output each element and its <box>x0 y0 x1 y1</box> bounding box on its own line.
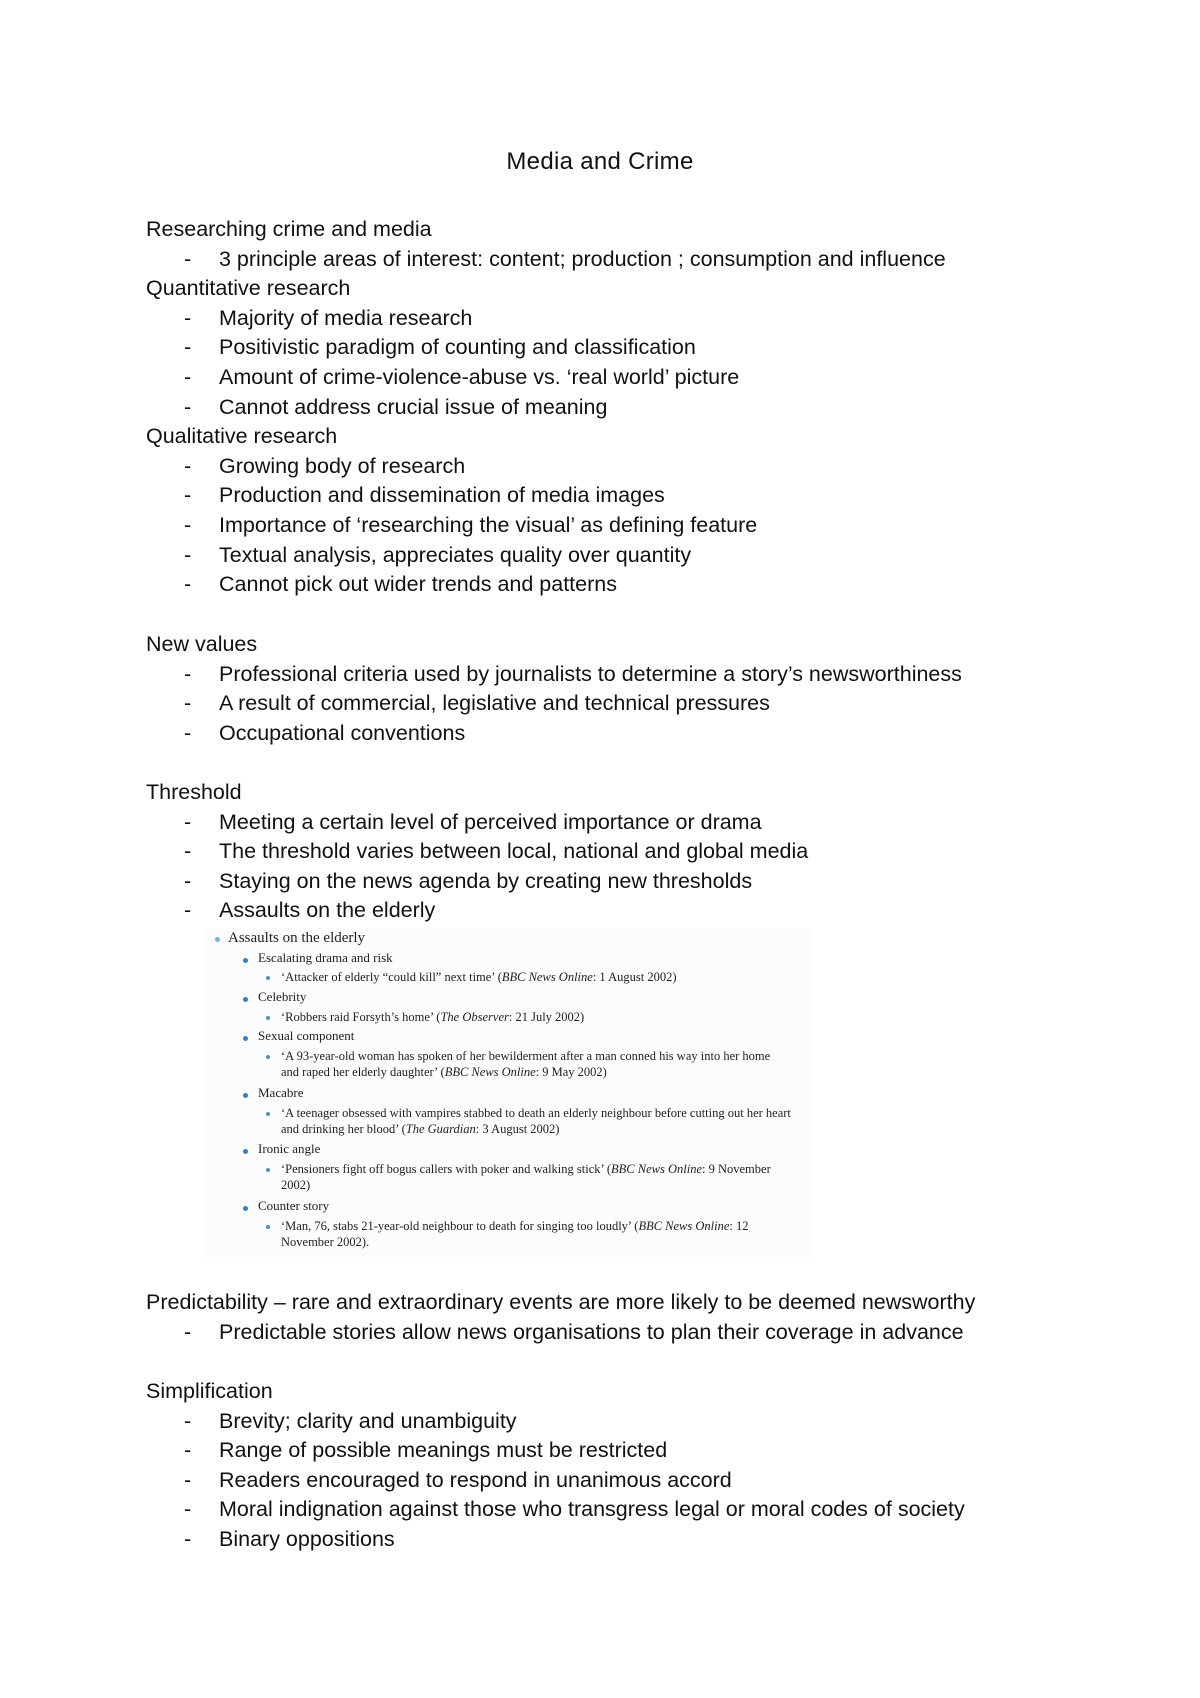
list-item: - Readers encouraged to respond in unanimous accord <box>184 1467 732 1492</box>
figure-category: Sexual component <box>258 1028 355 1043</box>
figure-category: Celebrity <box>258 989 307 1004</box>
list-item: - Positivistic paradigm of counting and classification <box>184 335 696 360</box>
list-item: - Importance of ‘researching the visual’ as defining feature <box>184 512 758 537</box>
list-item: - Amount of crime-violence-abuse vs. ‘real world’ picture <box>184 364 740 389</box>
section-heading: Predictability – rare and extraordinary events are more likely to be deemed newsworthy <box>146 1290 976 1314</box>
bullet-dot-icon <box>266 1168 270 1172</box>
list-item: - Meeting a certain level of perceived importance or drama <box>184 809 762 834</box>
page-title: Media and Crime <box>506 148 694 175</box>
figure-example: ‘A 93-year-old woman has spoken of her bewilderment after a man conned his way into her home and raped her elderly daughter’ (BBC News Online: 9 May 2002) <box>281 1049 771 1079</box>
figure-example: ‘Attacker of elderly “could kill” next time’ (BBC News Online: 1 August 2002) <box>281 970 677 984</box>
figure-category: Ironic angle <box>258 1141 321 1156</box>
list-item: - Binary oppositions <box>184 1526 395 1551</box>
section-threshold <box>146 778 1106 926</box>
figure-example: ‘A teenager obsessed with vampires stabbed to death an elderly neighbour before cutting out her heart and drinking her blood’ (The Guardian: 3 August 2002) <box>281 1106 791 1136</box>
section-heading: New values <box>146 632 258 656</box>
list-item: - Range of possible meanings must be restricted <box>184 1438 668 1463</box>
list-item: - Moral indignation against those who transgress legal or moral codes of society <box>184 1497 965 1522</box>
figure-title: Assaults on the elderly <box>228 930 366 946</box>
section-heading: Simplification <box>146 1379 273 1403</box>
embedded-slide-image <box>203 928 811 1258</box>
figure-example: ‘Robbers raid Forsyth’s home’ (The Observer: 21 July 2002) <box>281 1010 585 1024</box>
list-item: - Professional criteria used by journalists to determine a story’s newsworthiness <box>184 661 962 686</box>
list-item: - Assaults on the elderly <box>184 898 436 923</box>
figure-category: Macabre <box>258 1085 304 1100</box>
section-new-values <box>146 630 1106 748</box>
bullet-dot-icon <box>243 997 248 1002</box>
bullet-dot-icon <box>266 1055 270 1059</box>
section-heading: Qualitative research <box>146 424 338 449</box>
list-item: - The threshold varies between local, national and global media <box>184 839 809 864</box>
figure-category: Escalating drama and risk <box>258 950 393 965</box>
section-research <box>146 215 1106 600</box>
bullet-dot-icon <box>266 1016 270 1020</box>
figure-example: ‘Man, 76, stabs 21-year-old neighbour to death for singing too loudly’ (BBC News Online: 12 November 2002). <box>281 1219 749 1249</box>
bullet-dot-icon <box>243 958 248 963</box>
section-heading: Quantitative research <box>146 276 351 301</box>
list-item: - Brevity; clarity and unambiguity <box>184 1408 517 1433</box>
list-item: - Staying on the news agenda by creating new thresholds <box>184 868 753 893</box>
list-item: - Occupational conventions <box>184 720 466 745</box>
section-simplification <box>146 1377 1106 1555</box>
list-item: - Majority of media research <box>184 305 473 330</box>
section-heading: Threshold <box>146 780 242 804</box>
bullet-dot-icon <box>243 1036 248 1041</box>
list-item: - 3 principle areas of interest: content; production ; consumption and influence <box>184 246 946 271</box>
section-heading: Researching crime and media <box>146 217 432 241</box>
list-item: - Growing body of research <box>184 453 466 478</box>
list-item: - A result of commercial, legislative and technical pressures <box>184 691 770 716</box>
list-item: - Cannot address crucial issue of meaning <box>184 394 608 419</box>
list-item: - Predictable stories allow news organisations to plan their coverage in advance <box>184 1319 964 1344</box>
bullet-dot-icon <box>266 976 270 980</box>
list-item: - Cannot pick out wider trends and patterns <box>184 572 617 597</box>
list-item: - Production and dissemination of media images <box>184 483 665 508</box>
figure-example: ‘Pensioners fight off bogus callers with poker and walking stick’ (BBC News Online: 9 November 2002) <box>281 1162 771 1192</box>
bullet-dot-icon <box>266 1225 270 1229</box>
bullet-dot-icon <box>243 1149 248 1154</box>
list-item: - Textual analysis, appreciates quality over quantity <box>184 542 692 567</box>
bullet-dot-icon <box>266 1112 270 1116</box>
figure-category: Counter story <box>258 1198 330 1213</box>
bullet-dot-icon <box>215 937 220 942</box>
section-predictability <box>146 1288 1106 1347</box>
bullet-dot-icon <box>243 1093 248 1098</box>
bullet-dot-icon <box>243 1206 248 1211</box>
